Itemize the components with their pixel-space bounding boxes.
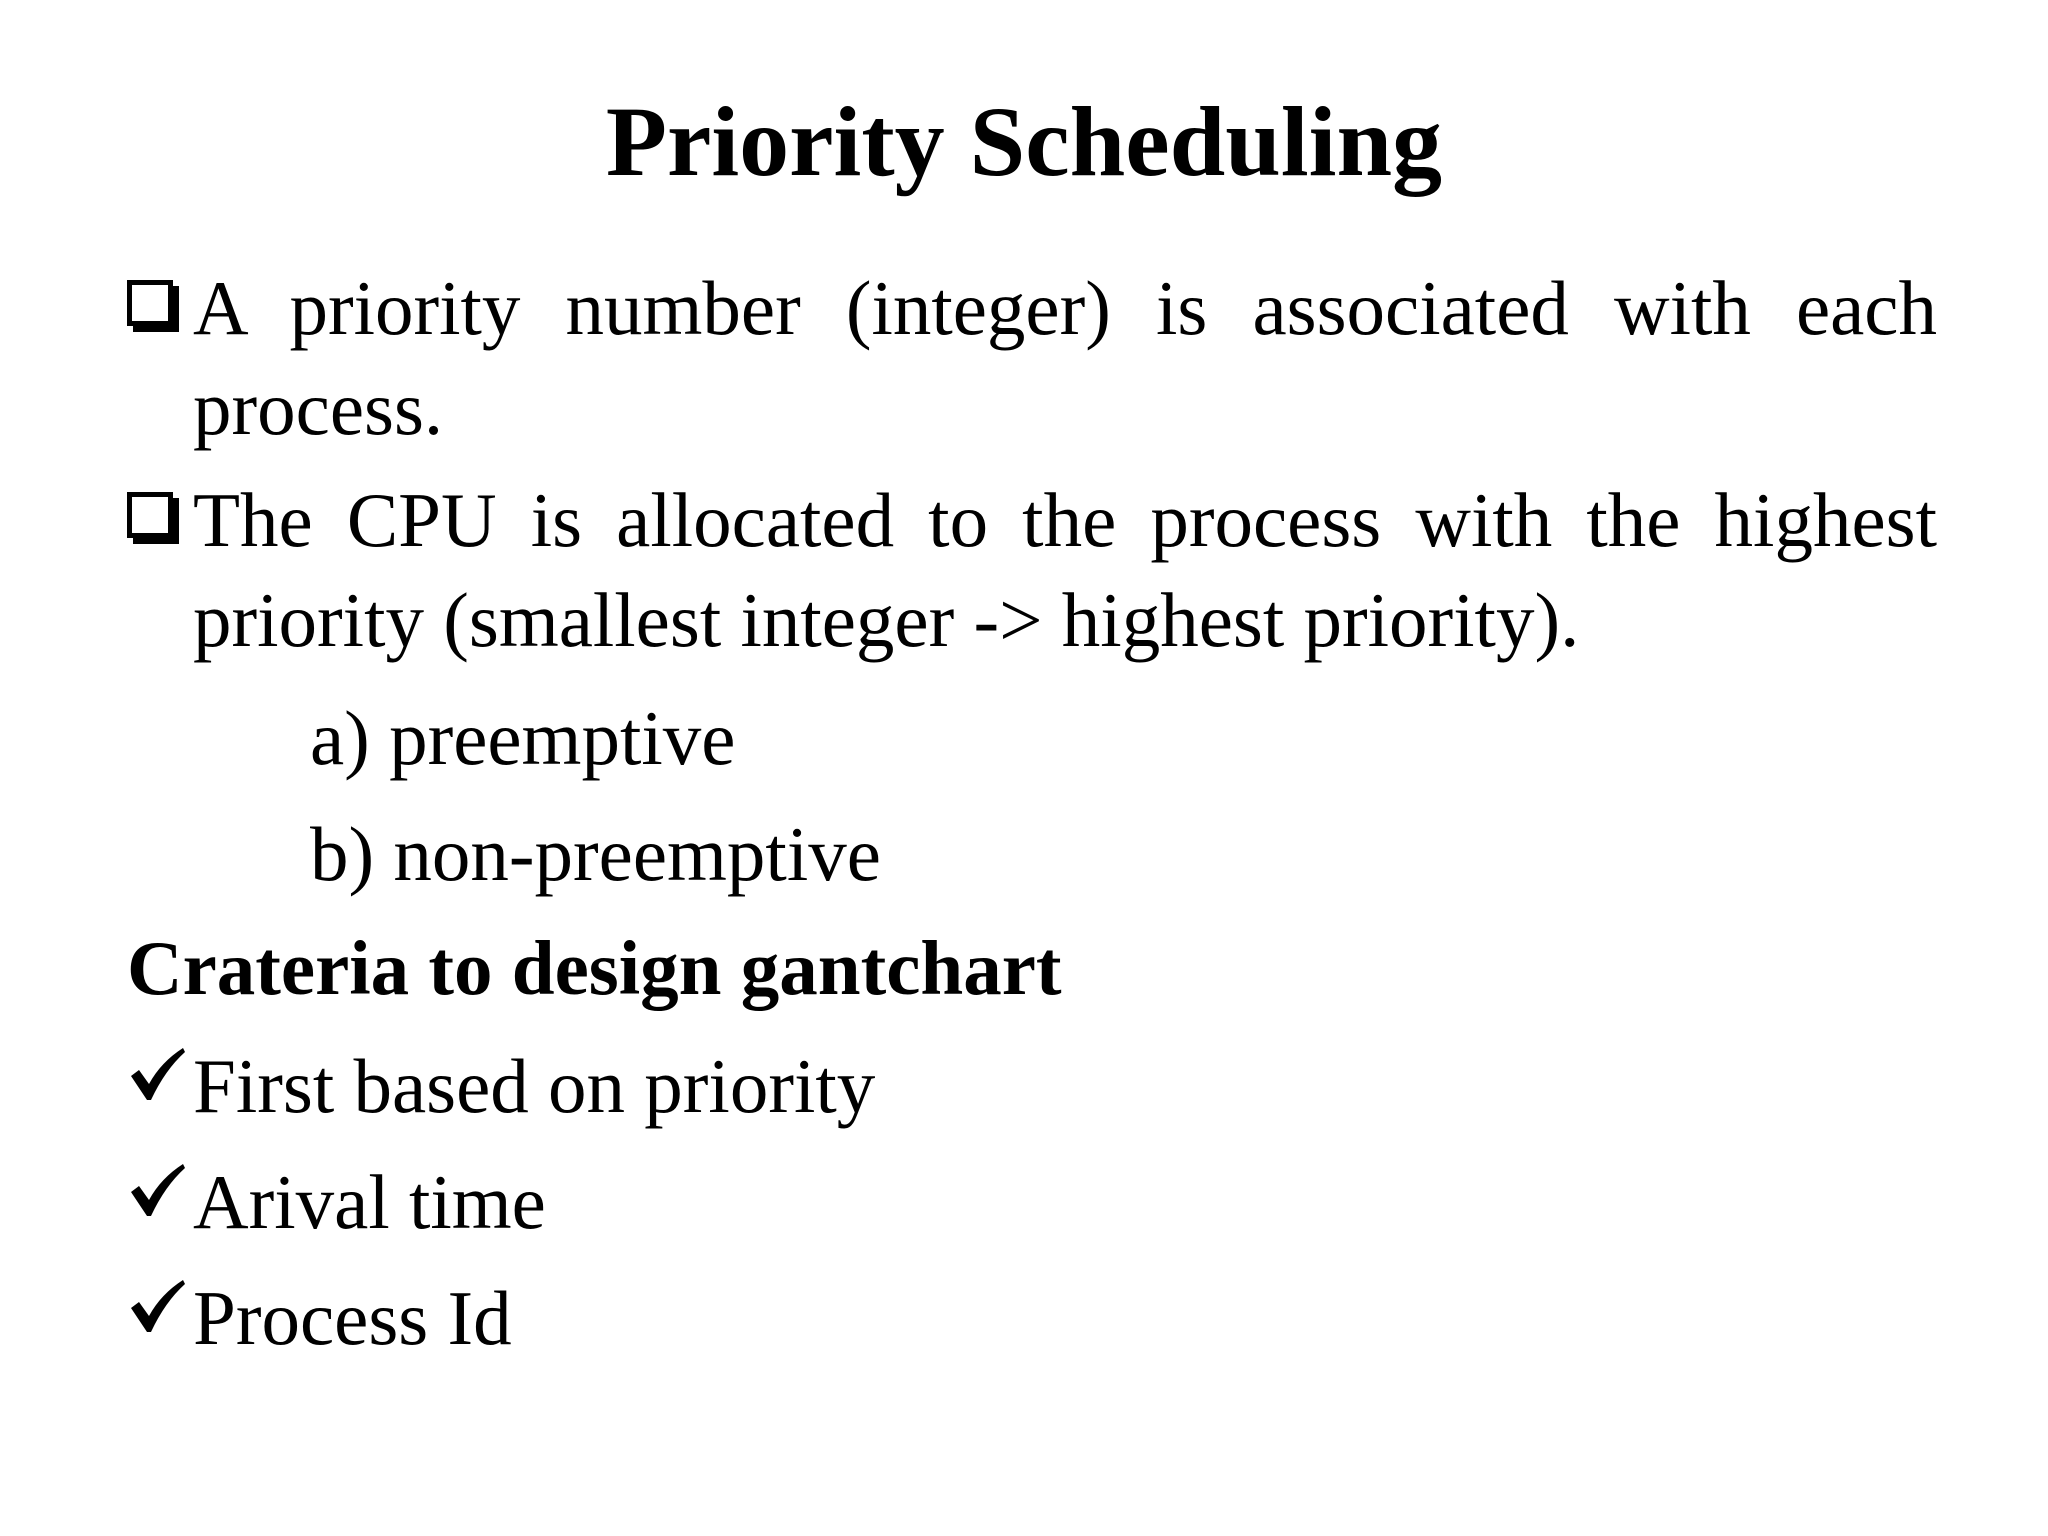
slide-title: Priority Scheduling: [605, 86, 1443, 197]
bullet-text: A priority number (integer) is associated with each process.: [193, 265, 1937, 451]
criteria-item: [127, 1268, 512, 1368]
square-bullet-icon: [127, 280, 173, 326]
square-bullet-icon: [127, 492, 173, 538]
bullet-text: The CPU is allocated to the process with the highest priority (smallest integer -> highest priority).: [193, 477, 1937, 663]
checkmark-icon: [127, 1160, 187, 1220]
section-heading: Crateria to design gantchart: [127, 925, 1062, 1011]
sub-item-non-preemptive: b) non-preemptive: [310, 811, 881, 897]
checkmark-icon: [127, 1276, 187, 1336]
criteria-text: First based on priority: [193, 1043, 876, 1129]
bullet-item: [127, 258, 1937, 458]
criteria-item: [127, 1152, 546, 1252]
criteria-text: Process Id: [193, 1275, 512, 1361]
checkmark-icon: [127, 1044, 187, 1104]
criteria-item: [127, 1036, 875, 1136]
sub-item-preemptive: a) preemptive: [310, 695, 736, 781]
bullet-item: [127, 470, 1937, 670]
criteria-text: Arival time: [193, 1159, 546, 1245]
